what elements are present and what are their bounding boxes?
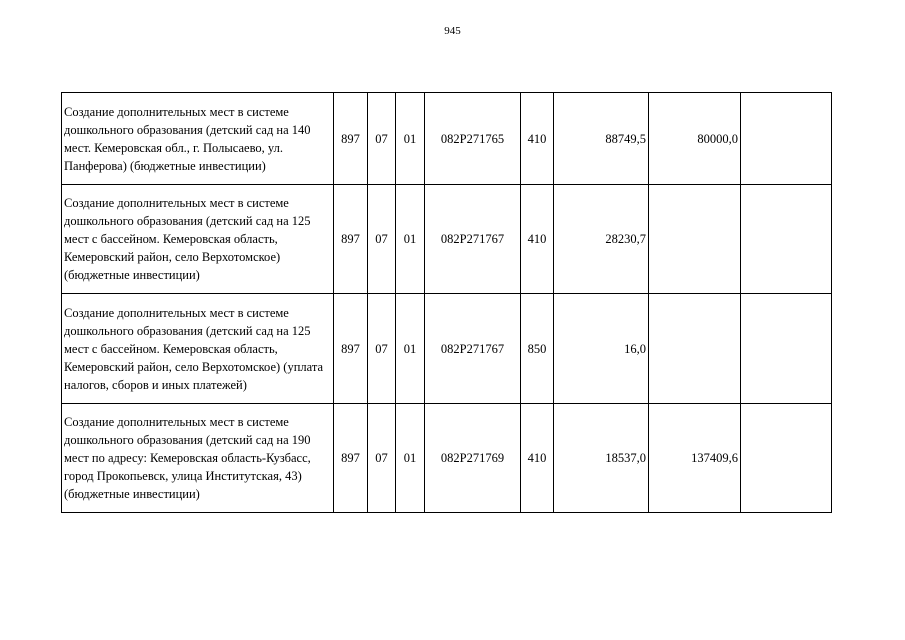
table-row: [62, 185, 832, 294]
amount-1: 88749,5: [554, 93, 649, 185]
amount-3: [741, 294, 832, 404]
amount-2: [649, 185, 741, 294]
section-code: 07: [368, 294, 396, 404]
amount-3: [741, 404, 832, 513]
amount-1: 18537,0: [554, 404, 649, 513]
subsection-code: 01: [396, 404, 425, 513]
amount-1: 28230,7: [554, 185, 649, 294]
expense-type-code: 850: [521, 294, 554, 404]
amount-2: 137409,6: [649, 404, 741, 513]
amount-3: [741, 185, 832, 294]
row-description: Создание дополнительных мест в системе дошкольного образования (детский сад на 140 мест. Кемеровская обл., г. Полысаево, ул. Панферова) (бюджетные инвестиции): [62, 93, 334, 185]
expense-type-code: 410: [521, 93, 554, 185]
subsection-code: 01: [396, 93, 425, 185]
subsection-code: 01: [396, 294, 425, 404]
amount-2: 80000,0: [649, 93, 741, 185]
expense-type-code: 410: [521, 185, 554, 294]
section-code: 07: [368, 404, 396, 513]
ministry-code: 897: [334, 185, 368, 294]
row-description: Создание дополнительных мест в системе дошкольного образования (детский сад на 125 мест с бассейном. Кемеровская область, Кемеровский район, село Верхотомское) (уплата налогов, сборов и иных платежей): [62, 294, 334, 404]
expense-type-code: 410: [521, 404, 554, 513]
amount-1: 16,0: [554, 294, 649, 404]
amount-2: [649, 294, 741, 404]
ministry-code: 897: [334, 404, 368, 513]
section-code: 07: [368, 93, 396, 185]
page-number: 945: [444, 25, 461, 37]
budget-table: [61, 92, 832, 513]
target-article-code: 082P271765: [425, 93, 521, 185]
row-description: Создание дополнительных мест в системе дошкольного образования (детский сад на 190 мест по адресу: Кемеровская область-Кузбасс, город Прокопьевск, улица Институтская, 43) (бюджетные инвестиции): [62, 404, 334, 513]
table-row: [62, 93, 832, 185]
table-row: [62, 294, 832, 404]
table-row: [62, 404, 832, 513]
ministry-code: 897: [334, 93, 368, 185]
amount-3: [741, 93, 832, 185]
ministry-code: 897: [334, 294, 368, 404]
target-article-code: 082P271767: [425, 294, 521, 404]
subsection-code: 01: [396, 185, 425, 294]
row-description: Создание дополнительных мест в системе дошкольного образования (детский сад на 125 мест с бассейном. Кемеровская область, Кемеровский район, село Верхотомское) (бюджетные инвестиции): [62, 185, 334, 294]
section-code: 07: [368, 185, 396, 294]
target-article-code: 082P271767: [425, 185, 521, 294]
target-article-code: 082P271769: [425, 404, 521, 513]
